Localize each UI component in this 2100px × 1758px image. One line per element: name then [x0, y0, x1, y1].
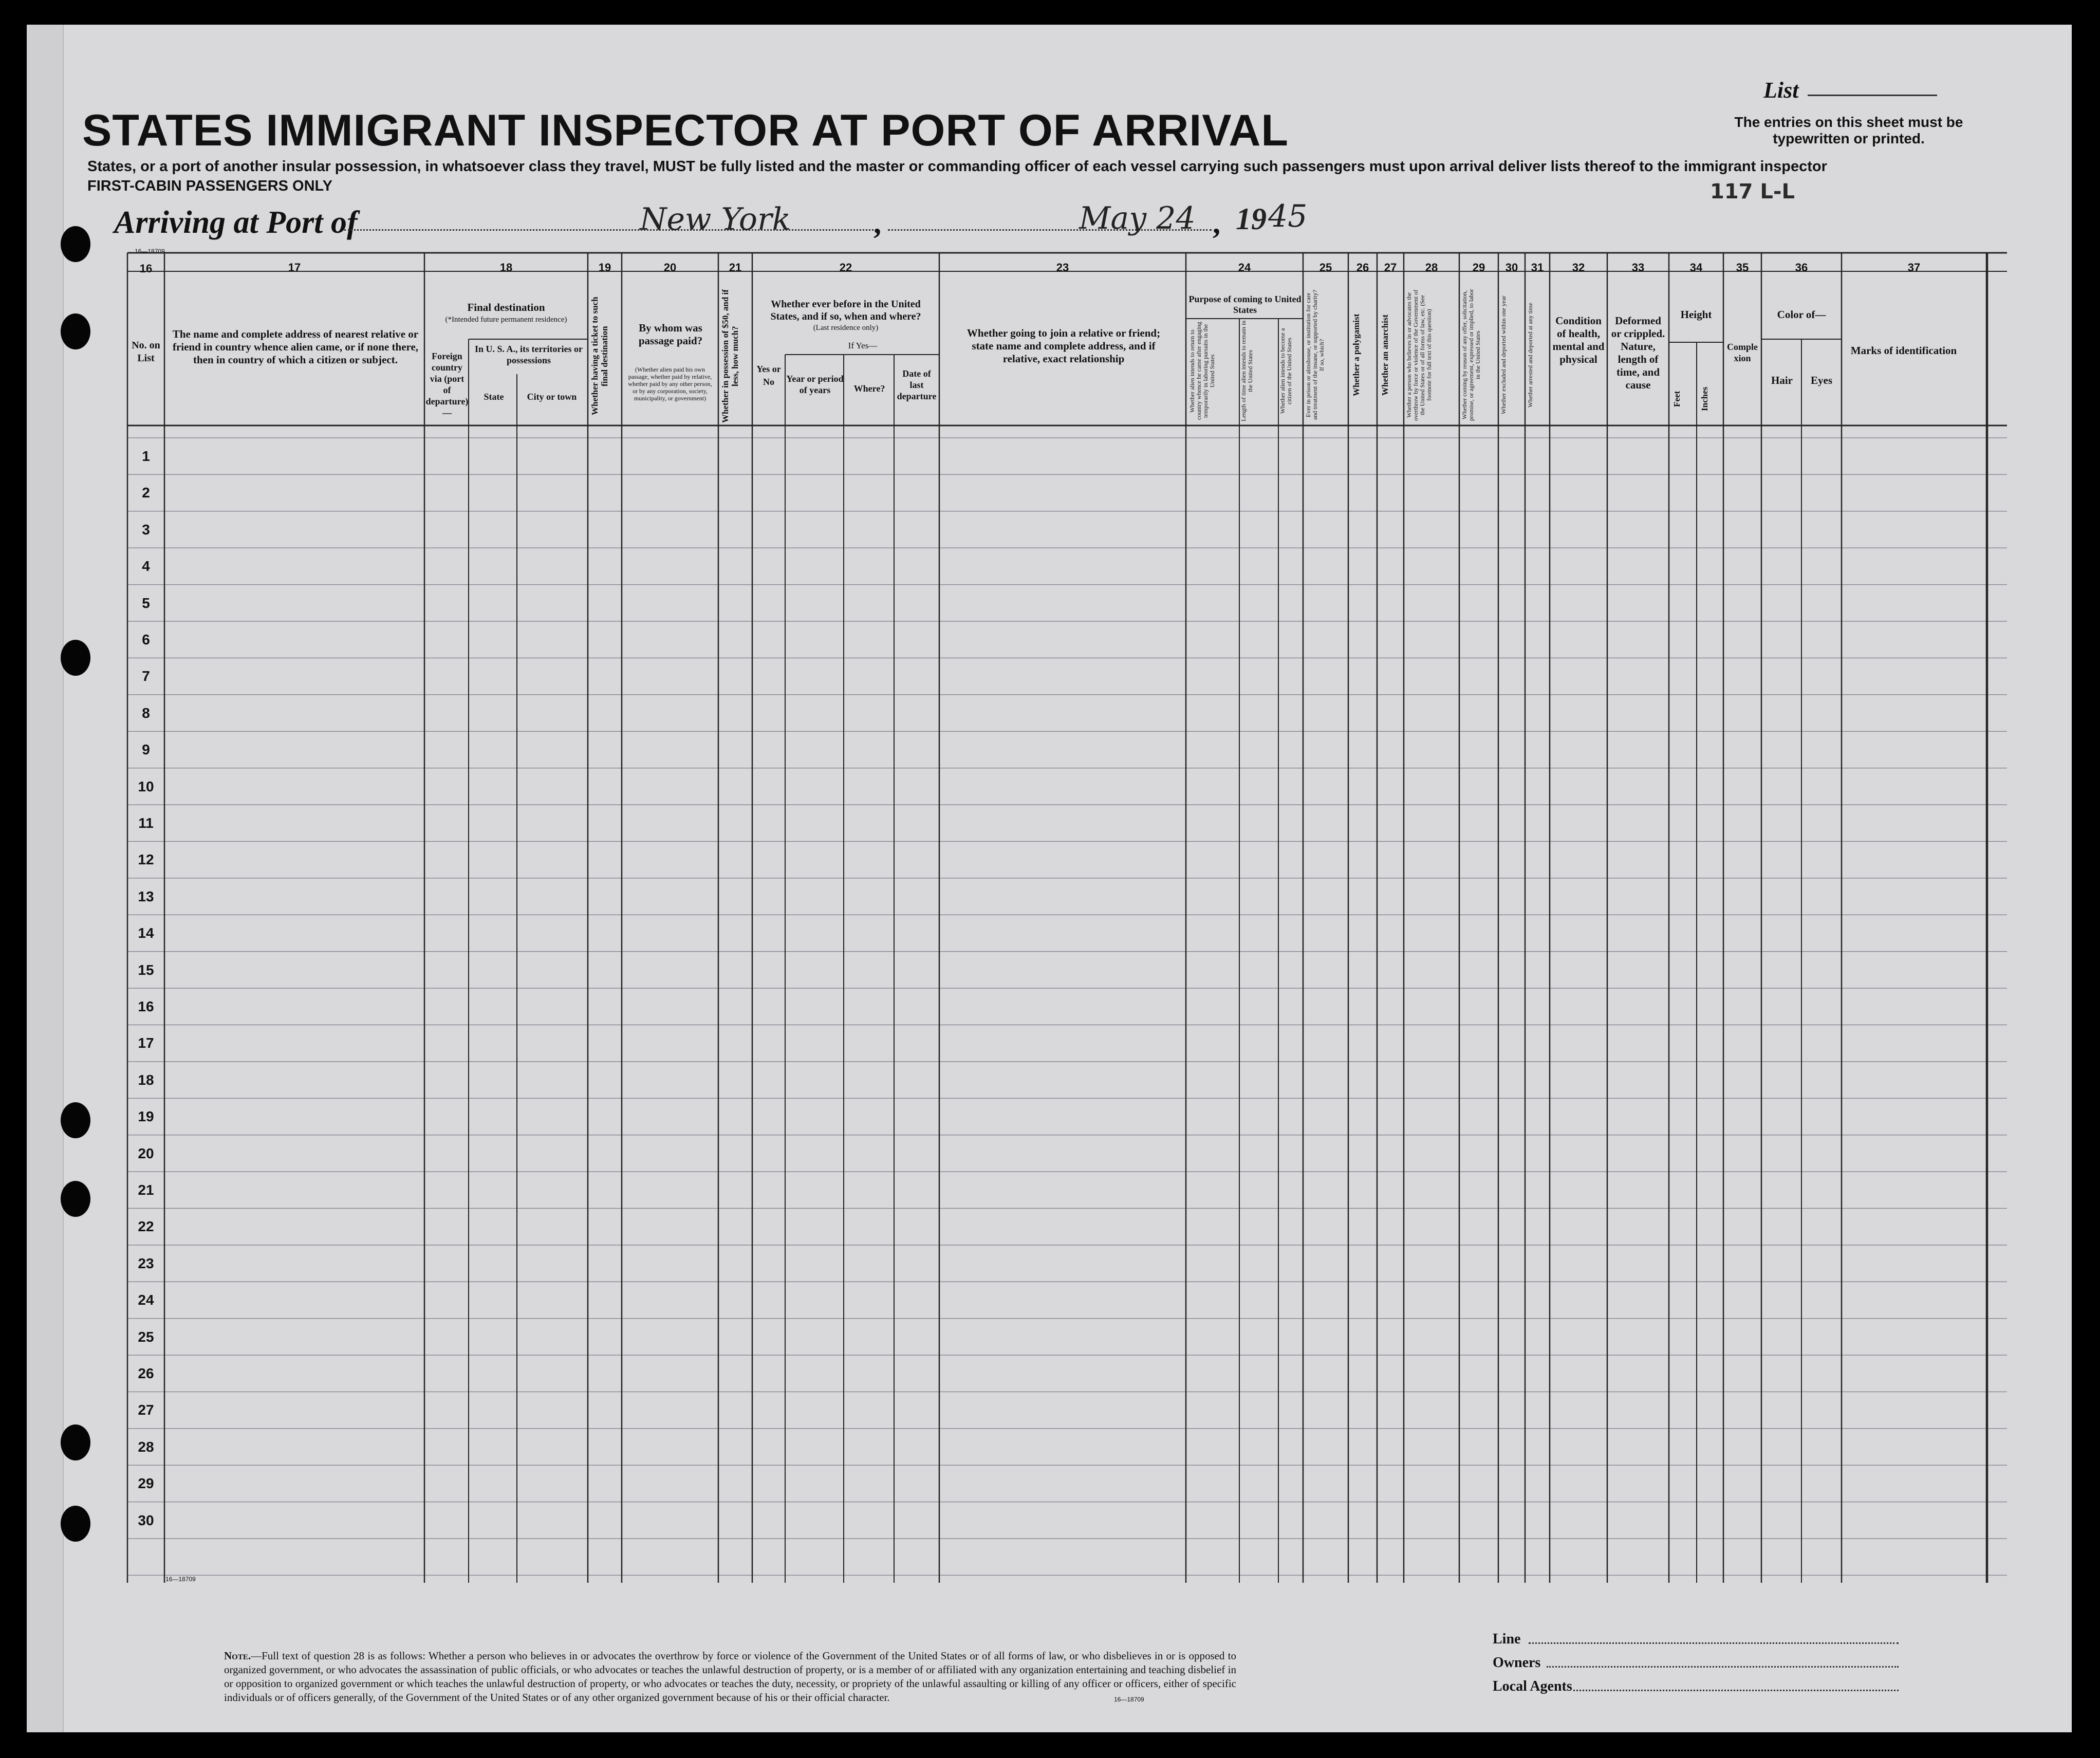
footnote-text: —Full text of question 28 is as follows: Whether a person who believes in or advocates the overthrow by force or violence of the Government of the United States or of all forms of law, or who disbelieves in or is opposed to organized government, or who advocates the assassination of public officials, or who advocates or teaches the unlawful destruction of property, or is a member of or affiliated with any organization entertaining and teaching disbelief in or opposition to organized government or which teaches the unlawful destruction of property, or who advocates or teaches the duty, necessity, or propriety of the unlawful assaulting or killing of any officer or officers, either of specific individuals or of officers generally, of the Government of the United States or of any other organized government because of his or their official character. — [224, 1650, 1236, 1704]
page-title: STATES IMMIGRANT INSPECTOR AT PORT OF ARRIVAL — [82, 106, 1289, 155]
header-deformed: Deformed or crippled. Nature, length of time, and cause — [1611, 314, 1665, 391]
header-passage-paid: By whom was passage paid? — [638, 322, 703, 347]
col-num-31: 31 — [1531, 261, 1544, 274]
col-num-23: 23 — [1056, 261, 1069, 274]
header-eyes: Eyes — [1811, 374, 1832, 386]
header-purpose-length: Length of time alien intends to remain in the United States — [1240, 320, 1254, 422]
header-color-of: Color of— — [1777, 308, 1826, 321]
row-number: 30 — [138, 1512, 154, 1528]
col-num-24: 24 — [1238, 261, 1251, 274]
row-number: 15 — [138, 961, 154, 978]
header-in-usa: In U. S. A., its territories or possessions — [475, 344, 583, 365]
row-number: 23 — [138, 1255, 154, 1271]
header-complexion: Complexion — [1727, 342, 1758, 363]
col-num-33: 33 — [1631, 261, 1645, 274]
row-number: 2 — [142, 485, 150, 501]
header-city: City or town — [527, 392, 577, 402]
year-prefix: 19 — [1236, 202, 1267, 236]
header-date-last-departure: Date of last departure — [897, 368, 937, 401]
header-feet: Feet — [1672, 391, 1682, 407]
header-foreign-country: Foreign country via (port of departure)— — [425, 351, 469, 418]
col-num-22: 22 — [839, 261, 852, 274]
row-number: 3 — [142, 521, 150, 538]
col-num-26: 26 — [1356, 261, 1369, 274]
header-labor-offer: Whether coming by reason of any offer, solicitation, promise, or agreement, expressed or implied, to labor in the United States — [1461, 289, 1481, 421]
col-num-16: 16 — [139, 262, 153, 275]
header-excluded: Whether excluded and deported within one year — [1500, 295, 1507, 415]
header-health: Condition of health, mental and physical — [1552, 314, 1605, 365]
col-num-18: 18 — [499, 261, 513, 274]
row-number: 19 — [138, 1108, 154, 1125]
row-number: 17 — [138, 1035, 154, 1051]
col-num-19: 19 — [598, 261, 611, 274]
row-number: 27 — [138, 1402, 154, 1418]
col-num-30: 30 — [1505, 261, 1518, 274]
row-number: 8 — [142, 705, 150, 721]
header-state: State — [484, 392, 504, 402]
col-num-29: 29 — [1472, 261, 1485, 274]
col-num-37: 37 — [1907, 261, 1921, 274]
col-num-17: 17 — [288, 261, 301, 274]
date-handwritten: May 24 — [1079, 200, 1196, 236]
header-where: Where? — [853, 383, 885, 394]
header-ticket: Whether having a ticket to such final destination — [590, 297, 609, 416]
local-agents-label: Local Agents — [1493, 1678, 1572, 1694]
header-no-on-list: No. on List — [132, 340, 160, 364]
header-final-destination-note: (*Intended future permanent residence) — [445, 316, 567, 324]
header-nearest-relative: The name and complete address of nearest relative or friend in country whence alien came, or if none there, then in country of which a citizen or subject. — [172, 328, 419, 366]
form-code-note: 16—18709 — [1114, 1696, 1144, 1703]
header-last-residence: (Last residence only) — [813, 324, 879, 332]
form-code-top: 16—18709 — [135, 248, 165, 255]
header-hair: Hair — [1771, 374, 1793, 386]
row-number: 22 — [138, 1218, 154, 1235]
row-number: 14 — [138, 925, 154, 941]
port-handwritten: New York — [640, 201, 791, 237]
col-num-35: 35 — [1736, 261, 1749, 274]
row-number: 6 — [142, 632, 150, 647]
row-number: 7 — [142, 668, 150, 684]
typewritten-note: The entries on this sheet must be typewritten or printed. — [1734, 114, 1963, 146]
line-field[interactable] — [1529, 1642, 1899, 1644]
header-yes-no: Yes or No — [756, 364, 781, 387]
local-agents-field[interactable] — [1573, 1690, 1899, 1691]
col-num-28: 28 — [1425, 261, 1438, 274]
row-number: 24 — [138, 1292, 154, 1308]
header-year-period: Year or period of years — [786, 374, 844, 395]
row-number: 5 — [142, 595, 150, 611]
header-ever-before-us: Whether ever before in the United States, and if so, when and where? — [770, 299, 921, 322]
row-number: 28 — [138, 1438, 154, 1455]
header-anarchist: Whether an anarchist — [1380, 314, 1390, 396]
row-number: 11 — [138, 815, 154, 831]
row-number: 10 — [138, 778, 154, 794]
row-number: 13 — [138, 888, 154, 904]
footnote-question-28 — [224, 1649, 1236, 1705]
header-passage-paid-note: (Whether alien paid his own passage, whether paid by relative, whether paid by any other person, or by any corporation, society, municipality, or government) — [628, 366, 712, 402]
header-inches: Inches — [1700, 386, 1709, 411]
row-number: 25 — [138, 1328, 154, 1345]
header-marks: Marks of identification — [1850, 344, 1957, 357]
col-num-34: 34 — [1689, 261, 1703, 274]
comma: , — [1213, 206, 1220, 240]
header-if-yes: If Yes— — [848, 341, 878, 350]
header-final-destination: Final destination — [467, 301, 545, 313]
year-handwritten: 45 — [1268, 198, 1308, 234]
comma: , — [874, 206, 881, 240]
owners-field[interactable] — [1547, 1666, 1899, 1668]
col-num-36: 36 — [1795, 261, 1808, 274]
header-fifty-dollars: Whether in possession of $50, and if less, how much? — [720, 289, 740, 423]
header-overthrow: Whether a person who believes in or advocates the overthrow by force or violence of the Government of the United States or of all forms of law, etc. (See footnote for full text of this question) — [1405, 289, 1433, 421]
col-num-21: 21 — [729, 261, 742, 274]
row-number: 20 — [138, 1145, 154, 1161]
row-number: 18 — [138, 1071, 154, 1088]
form-code-bottom: 16—18709 — [165, 1576, 196, 1583]
col-num-25: 25 — [1319, 261, 1332, 274]
row-number: 16 — [138, 998, 154, 1014]
list-number-handwritten: 117 L-L — [1710, 180, 1795, 203]
passenger-class: FIRST-CABIN PASSENGERS ONLY — [87, 178, 332, 194]
arriving-label: Arriving at Port of — [114, 205, 358, 240]
row-number: 26 — [138, 1365, 154, 1381]
row-number: 9 — [142, 742, 150, 758]
header-purpose: Purpose of coming to United States — [1188, 294, 1302, 315]
header-instructions: States, or a port of another insular possession, in whatsoever class they travel, MUST be fully listed and the master or commanding officer of each vessel carrying such passengers must upon arrival deliver lists thereof to the immigrant inspector — [87, 158, 1827, 175]
list-label: List — [1763, 78, 1799, 103]
header-height: Height — [1680, 308, 1712, 321]
row-number: 29 — [138, 1475, 154, 1492]
owners-label: Owners — [1493, 1655, 1541, 1671]
row-number: 21 — [138, 1182, 154, 1198]
row-number: 4 — [142, 558, 150, 575]
header-polygamist: Whether a polygamist — [1351, 313, 1361, 397]
header-purpose-return: Whether alien intends to return to country whence he came after engaging temporarily in laboring pursuits in the United States — [1188, 322, 1216, 420]
col-num-20: 20 — [663, 261, 677, 274]
header-purpose-citizen: Whether alien intends to become a citizen of the United States — [1279, 328, 1293, 414]
row-number: 12 — [138, 852, 154, 868]
footnote-lead: Note. — [224, 1650, 251, 1662]
header-join-relative: Whether going to join a relative or friend; state name and complete address, and if relative, exact relationship — [967, 327, 1161, 365]
line-label: Line — [1493, 1631, 1521, 1647]
col-num-32: 32 — [1572, 261, 1585, 274]
header-arrested: Whether arrested and deported at any time — [1527, 303, 1534, 408]
col-num-27: 27 — [1384, 261, 1397, 274]
row-number: 1 — [142, 448, 150, 464]
header-prison: Ever in prison or almshouse, or institution for care and treatment of the insane, or supported by charity? If so, which? — [1305, 290, 1325, 420]
